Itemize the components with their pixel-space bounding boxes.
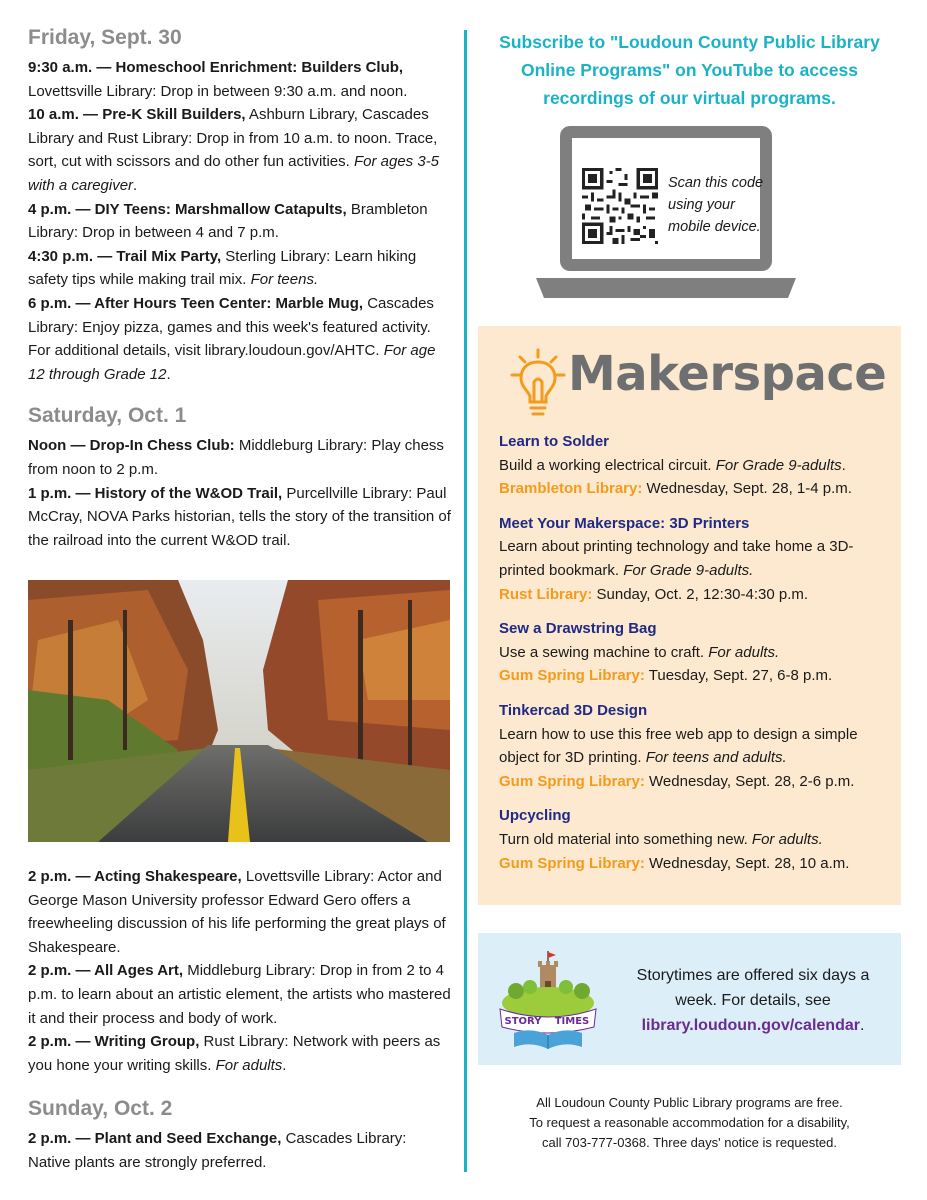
makerspace-item-location: Gum Spring Library:: [499, 772, 645, 790]
youtube-subscribe-text: Subscribe to "Loudoun County Public Library Online Programs" on YouTube to access recordings of our virtual programs.: [499, 32, 880, 108]
storytimes-panel: [478, 933, 901, 1065]
scan-instruction: Scan this code using your mobile device.: [668, 175, 764, 235]
event-item: 10 a.m. — Pre-K Skill Builders, Ashburn Library, Cascades Library and Rust Library: Drop in from 10 a.m. to noon. Trace, sort, cut with scissors and do other fun activities. For ages 3-5 with a caregiver.: [28, 106, 440, 194]
accessibility-footer: All Loudoun County Public Library programs are free. To request a reasonable accommodation for a disability, call 703-777-0368. Three days' notice is requested.: [529, 1095, 850, 1150]
event-item: 2 p.m. — Acting Shakespeare, Lovettsville Library: Actor and George Mason University professor Edward Gero offers a freewheeling discussion of his life performing the great plays of Shakespeare.: [28, 868, 446, 956]
event-item: 2 p.m. — Writing Group, Rust Library: Network with peers as you hone your writing skills. For adults.: [28, 1033, 441, 1074]
makerspace-logo-text: Makerspace: [568, 346, 887, 402]
makerspace-item: Upcycling Turn old material into something new. For adults. Gum Spring Library: Wednesday, Sept. 28, 10 a.m.: [499, 804, 894, 875]
event-item: 6 p.m. — After Hours Teen Center: Marble Mug, Cascades Library: Enjoy pizza, games and this week's featured activity. For additional details, visit library.loudoun.gov/AHTC. For age 12 through Grade 12.: [28, 294, 436, 383]
day-heading-friday: Friday, Sept. 30: [28, 26, 182, 49]
makerspace-item-location: Rust Library:: [499, 585, 593, 603]
event-item: 4 p.m. — DIY Teens: Marshmallow Catapults, Brambleton Library: Drop in between 4 and 7 p.m.: [28, 200, 428, 242]
event-item: Noon — Drop-In Chess Club: Middleburg Library: Play chess from noon to 2 p.m.: [28, 437, 444, 478]
makerspace-item: Tinkercad 3D Design Learn how to use this free web app to design a simple object for 3D printing. For teens and adults. Gum Spring Library: Wednesday, Sept. 28, 2-6 p.m.: [499, 699, 894, 793]
makerspace-list: [499, 430, 894, 886]
svg-text:STORY: STORY: [504, 1016, 542, 1027]
storytimes-text: Storytimes are offered six days a week. For details, see library.loudoun.gov/calendar.: [636, 967, 870, 1034]
makerspace-item: Learn to Solder Build a working electrical circuit. For Grade 9-adults. Brambleton Library: Wednesday, Sept. 28, 1-4 p.m.: [499, 430, 894, 501]
svg-text:TIMES: TIMES: [554, 1016, 590, 1027]
makerspace-item-location: Gum Spring Library:: [499, 667, 645, 685]
makerspace-item: Sew a Drawstring Bag Use a sewing machine to craft. For adults. Gum Spring Library: Tuesday, Sept. 27, 6-8 p.m.: [499, 617, 894, 688]
makerspace-item-title: Meet Your Makerspace: 3D Printers: [499, 514, 750, 532]
makerspace-item-title: Sew a Drawstring Bag: [499, 620, 657, 638]
left-column-lower: [28, 865, 453, 1175]
event-item: 2 p.m. — Plant and Seed Exchange, Cascades Library: Native plants are strongly preferred.: [28, 1130, 407, 1171]
day-heading-sunday: Sunday, Oct. 2: [28, 1097, 173, 1121]
column-divider: [464, 30, 467, 1172]
storytimes-logo-icon: [496, 951, 600, 1053]
event-item: 4:30 p.m. — Trail Mix Party, Sterling Library: Learn hiking safety tips while making trail mix. For teens.: [28, 247, 417, 289]
event-item: 1 p.m. — History of the W&OD Trail, Purcellville Library: Paul McCray, NOVA Parks historian, tells the story of the transition of the railroad into the current W&OD trail.: [28, 484, 451, 549]
event-item: 9:30 a.m. — Homeschool Enrichment: Builders Club, Lovettsville Library: Drop in between 9:30 a.m. and noon.: [28, 59, 408, 100]
makerspace-item-location: Gum Spring Library:: [499, 854, 645, 872]
makerspace-item: Meet Your Makerspace: 3D Printers Learn about printing technology and take home a 3D-printed bookmark. For Grade 9-adults. Rust Library: Sunday, Oct. 2, 12:30-4:30 p.m.: [499, 512, 894, 606]
event-item: 2 p.m. — All Ages Art, Middleburg Library: Drop in from 2 to 4 p.m. to learn about an artistic element, the artists who mastered it and their process and body of work.: [28, 962, 451, 1027]
makerspace-item-title: Tinkercad 3D Design: [499, 701, 648, 719]
makerspace-item-title: Learn to Solder: [499, 433, 610, 450]
makerspace-panel: [478, 326, 901, 905]
storytimes-calendar-link[interactable]: library.loudoun.gov/calendar: [641, 1017, 860, 1034]
makerspace-item-location: Brambleton Library:: [499, 480, 643, 498]
day-heading-saturday: Saturday, Oct. 1: [28, 404, 187, 428]
left-column: [28, 26, 453, 552]
trail-photo: [28, 580, 450, 842]
makerspace-item-title: Upcycling: [499, 807, 571, 825]
qr-code[interactable]: [582, 168, 658, 244]
